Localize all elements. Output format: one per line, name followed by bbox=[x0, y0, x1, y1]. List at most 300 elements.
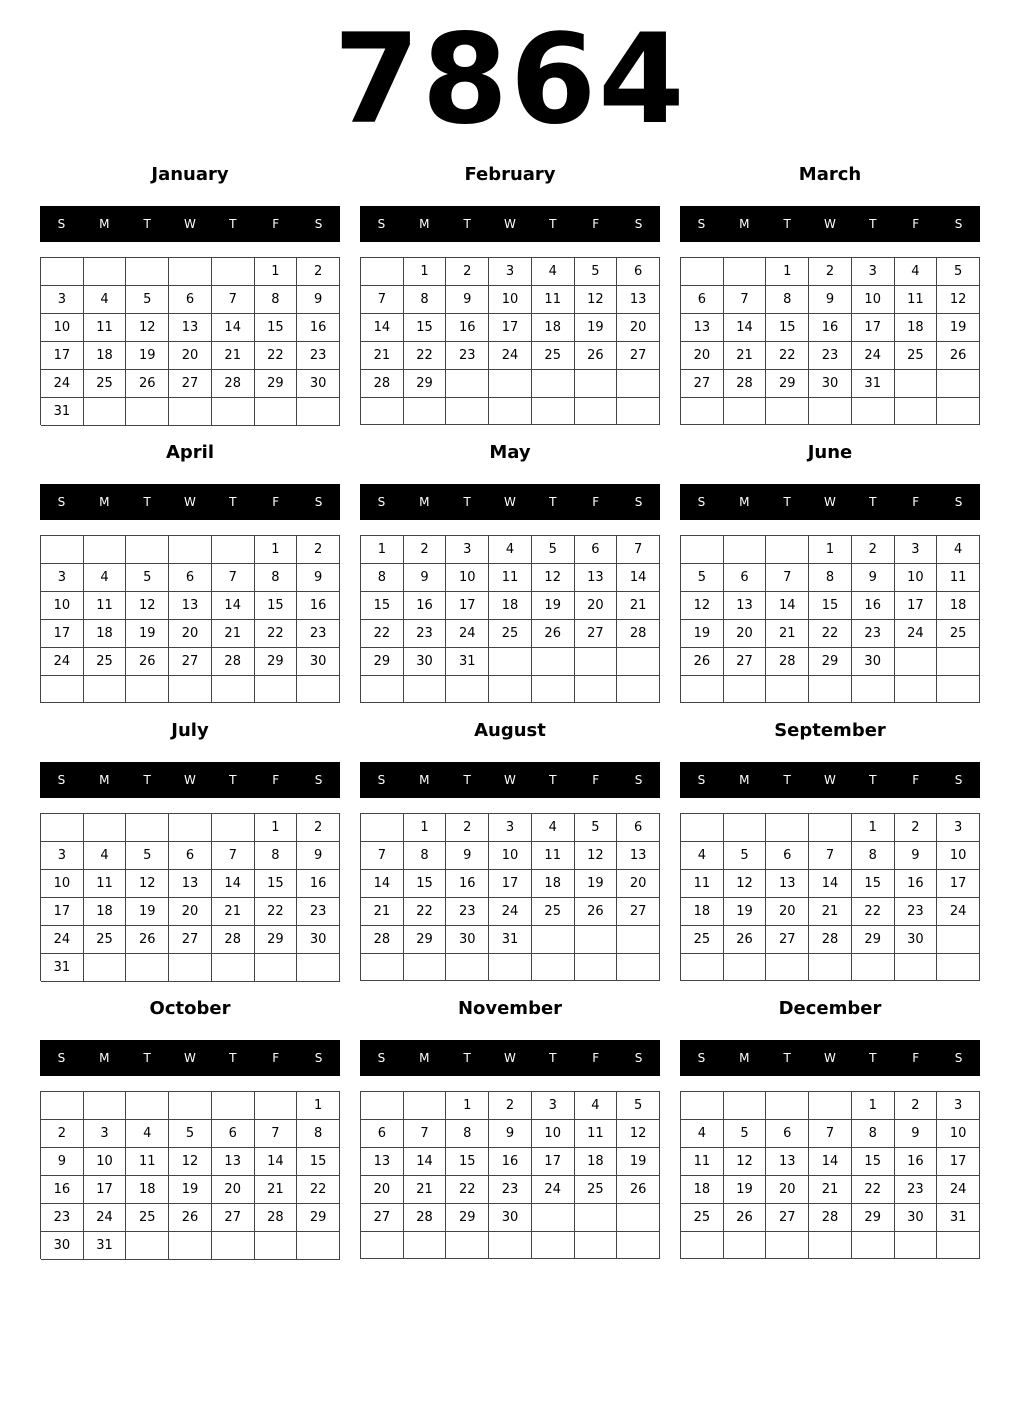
day-cell bbox=[575, 1232, 618, 1259]
day-cell bbox=[852, 398, 895, 425]
day-cell: 8 bbox=[852, 1120, 895, 1148]
day-cell: 29 bbox=[361, 648, 404, 676]
day-cell: 3 bbox=[84, 1120, 127, 1148]
day-grid bbox=[360, 813, 660, 981]
weekday-label: T bbox=[783, 1051, 791, 1065]
day-cell: 30 bbox=[809, 370, 852, 398]
day-cell: 14 bbox=[724, 314, 767, 342]
day-grid bbox=[40, 257, 340, 425]
day-cell: 8 bbox=[766, 286, 809, 314]
day-cell: 26 bbox=[681, 648, 724, 676]
weekday-label: T bbox=[229, 773, 237, 787]
day-cell bbox=[681, 1092, 724, 1120]
day-cell: 6 bbox=[617, 814, 660, 842]
day-cell: 24 bbox=[489, 342, 532, 370]
day-cell: 1 bbox=[297, 1092, 340, 1120]
day-cell: 1 bbox=[809, 536, 852, 564]
day-cell: 1 bbox=[766, 258, 809, 286]
day-cell bbox=[809, 814, 852, 842]
day-cell bbox=[84, 536, 127, 564]
day-cell bbox=[575, 398, 618, 425]
day-cell: 9 bbox=[809, 286, 852, 314]
weekday-header bbox=[40, 484, 340, 520]
day-cell bbox=[937, 676, 980, 703]
day-cell bbox=[169, 536, 212, 564]
day-cell bbox=[446, 398, 489, 425]
day-cell: 24 bbox=[84, 1204, 127, 1232]
day-cell bbox=[169, 258, 212, 286]
day-cell: 23 bbox=[895, 898, 938, 926]
weekday-label: S bbox=[634, 1051, 643, 1065]
day-cell: 23 bbox=[489, 1176, 532, 1204]
day-cell: 15 bbox=[766, 314, 809, 342]
day-cell: 15 bbox=[852, 870, 895, 898]
day-cell: 10 bbox=[895, 564, 938, 592]
day-cell: 15 bbox=[404, 314, 447, 342]
day-cell bbox=[446, 954, 489, 981]
day-cell: 5 bbox=[617, 1092, 660, 1120]
day-cell: 18 bbox=[84, 342, 127, 370]
day-cell: 1 bbox=[255, 814, 298, 842]
day-cell bbox=[84, 814, 127, 842]
month-name: March bbox=[798, 164, 862, 185]
day-cell: 5 bbox=[575, 258, 618, 286]
day-cell: 21 bbox=[404, 1176, 447, 1204]
day-cell: 18 bbox=[681, 1176, 724, 1204]
day-cell: 4 bbox=[895, 258, 938, 286]
day-cell bbox=[361, 1232, 404, 1259]
weekday-label: S bbox=[954, 217, 963, 231]
day-cell bbox=[169, 954, 212, 982]
day-cell: 15 bbox=[255, 314, 298, 342]
day-cell: 16 bbox=[297, 592, 340, 620]
weekday-label: W bbox=[184, 217, 196, 231]
weekday-label: S bbox=[697, 1051, 706, 1065]
day-cell: 29 bbox=[255, 648, 298, 676]
weekday-label: W bbox=[504, 495, 516, 509]
day-cell: 23 bbox=[852, 620, 895, 648]
weekday-label: T bbox=[783, 217, 791, 231]
day-cell: 4 bbox=[126, 1120, 169, 1148]
day-cell: 4 bbox=[575, 1092, 618, 1120]
day-cell: 7 bbox=[766, 564, 809, 592]
weekday-label: T bbox=[783, 495, 791, 509]
day-cell: 13 bbox=[169, 592, 212, 620]
weekday-header bbox=[40, 762, 340, 798]
day-cell: 13 bbox=[169, 314, 212, 342]
day-cell: 4 bbox=[532, 814, 575, 842]
day-cell: 22 bbox=[404, 342, 447, 370]
day-cell: 2 bbox=[895, 814, 938, 842]
day-cell: 22 bbox=[361, 620, 404, 648]
day-cell: 6 bbox=[766, 842, 809, 870]
weekday-header bbox=[360, 762, 660, 798]
day-cell: 3 bbox=[937, 814, 980, 842]
weekday-label: M bbox=[419, 217, 430, 231]
day-cell: 3 bbox=[446, 536, 489, 564]
day-cell bbox=[126, 954, 169, 982]
day-cell: 16 bbox=[489, 1148, 532, 1176]
day-cell: 21 bbox=[212, 898, 255, 926]
day-cell bbox=[361, 1092, 404, 1120]
month-name: June bbox=[807, 442, 853, 463]
day-cell: 20 bbox=[212, 1176, 255, 1204]
day-cell: 20 bbox=[766, 1176, 809, 1204]
day-cell: 26 bbox=[617, 1176, 660, 1204]
weekday-label: T bbox=[549, 773, 557, 787]
day-cell: 17 bbox=[895, 592, 938, 620]
day-cell: 10 bbox=[41, 592, 84, 620]
day-cell bbox=[617, 1232, 660, 1259]
day-cell bbox=[766, 676, 809, 703]
day-cell: 6 bbox=[212, 1120, 255, 1148]
day-cell: 2 bbox=[297, 814, 340, 842]
day-cell bbox=[212, 954, 255, 982]
weekday-label: W bbox=[824, 217, 836, 231]
day-cell bbox=[766, 1232, 809, 1259]
weekday-label: F bbox=[592, 1051, 600, 1065]
day-cell: 29 bbox=[852, 926, 895, 954]
day-cell: 23 bbox=[809, 342, 852, 370]
weekday-label: T bbox=[463, 217, 471, 231]
day-cell: 11 bbox=[489, 564, 532, 592]
day-cell bbox=[84, 676, 127, 703]
weekday-label: W bbox=[504, 1051, 516, 1065]
day-cell bbox=[809, 676, 852, 703]
weekday-label: M bbox=[739, 1051, 750, 1065]
weekday-label: T bbox=[229, 495, 237, 509]
day-cell bbox=[404, 1092, 447, 1120]
day-cell: 16 bbox=[297, 314, 340, 342]
day-cell: 2 bbox=[489, 1092, 532, 1120]
day-cell: 31 bbox=[41, 398, 84, 426]
day-cell: 21 bbox=[724, 342, 767, 370]
day-cell: 16 bbox=[809, 314, 852, 342]
day-cell: 27 bbox=[169, 926, 212, 954]
day-cell bbox=[617, 1204, 660, 1232]
day-cell: 11 bbox=[681, 870, 724, 898]
day-cell: 22 bbox=[852, 898, 895, 926]
day-cell: 29 bbox=[766, 370, 809, 398]
month-name: August bbox=[474, 720, 546, 741]
weekday-label: T bbox=[463, 1051, 471, 1065]
weekday-label: M bbox=[99, 773, 110, 787]
day-cell: 29 bbox=[297, 1204, 340, 1232]
day-cell bbox=[532, 398, 575, 425]
day-cell bbox=[724, 814, 767, 842]
day-cell: 19 bbox=[126, 620, 169, 648]
day-cell: 10 bbox=[41, 870, 84, 898]
day-cell: 25 bbox=[532, 342, 575, 370]
day-cell bbox=[895, 370, 938, 398]
day-cell: 5 bbox=[126, 842, 169, 870]
day-cell: 2 bbox=[297, 536, 340, 564]
day-cell bbox=[489, 648, 532, 676]
day-cell: 17 bbox=[937, 1148, 980, 1176]
month-name: December bbox=[778, 998, 882, 1019]
day-cell: 5 bbox=[724, 1120, 767, 1148]
day-cell: 28 bbox=[724, 370, 767, 398]
day-cell bbox=[617, 370, 660, 398]
day-cell: 3 bbox=[41, 564, 84, 592]
weekday-label: T bbox=[549, 495, 557, 509]
day-cell bbox=[297, 398, 340, 426]
day-cell bbox=[937, 370, 980, 398]
day-cell bbox=[255, 676, 298, 703]
day-cell bbox=[212, 1092, 255, 1120]
day-cell bbox=[212, 1232, 255, 1260]
day-cell bbox=[532, 1204, 575, 1232]
day-cell: 27 bbox=[724, 648, 767, 676]
day-cell: 10 bbox=[937, 1120, 980, 1148]
day-cell bbox=[681, 258, 724, 286]
day-cell bbox=[895, 398, 938, 425]
day-cell: 17 bbox=[489, 314, 532, 342]
day-cell: 21 bbox=[361, 898, 404, 926]
day-cell: 7 bbox=[255, 1120, 298, 1148]
day-cell: 8 bbox=[361, 564, 404, 592]
day-cell: 3 bbox=[532, 1092, 575, 1120]
day-cell: 2 bbox=[297, 258, 340, 286]
day-cell: 22 bbox=[766, 342, 809, 370]
day-cell: 2 bbox=[446, 258, 489, 286]
day-cell: 11 bbox=[126, 1148, 169, 1176]
day-cell: 28 bbox=[809, 926, 852, 954]
day-cell: 28 bbox=[404, 1204, 447, 1232]
day-cell bbox=[937, 926, 980, 954]
day-cell bbox=[84, 1092, 127, 1120]
weekday-header bbox=[360, 1040, 660, 1076]
day-cell: 9 bbox=[895, 1120, 938, 1148]
day-cell: 27 bbox=[617, 898, 660, 926]
day-cell: 11 bbox=[84, 592, 127, 620]
weekday-label: S bbox=[314, 1051, 323, 1065]
day-cell: 25 bbox=[681, 1204, 724, 1232]
day-cell: 29 bbox=[809, 648, 852, 676]
day-cell: 23 bbox=[41, 1204, 84, 1232]
day-cell bbox=[681, 954, 724, 981]
day-cell: 12 bbox=[126, 592, 169, 620]
weekday-label: M bbox=[99, 1051, 110, 1065]
day-cell: 4 bbox=[681, 842, 724, 870]
day-cell: 30 bbox=[446, 926, 489, 954]
day-cell bbox=[169, 1232, 212, 1260]
day-cell bbox=[809, 954, 852, 981]
day-cell bbox=[617, 398, 660, 425]
weekday-label: T bbox=[229, 217, 237, 231]
day-cell: 22 bbox=[255, 620, 298, 648]
day-cell: 17 bbox=[852, 314, 895, 342]
day-cell: 7 bbox=[809, 1120, 852, 1148]
day-cell: 7 bbox=[809, 842, 852, 870]
day-cell: 1 bbox=[404, 814, 447, 842]
day-cell bbox=[575, 926, 618, 954]
day-cell bbox=[361, 954, 404, 981]
day-cell: 6 bbox=[766, 1120, 809, 1148]
weekday-label: W bbox=[504, 217, 516, 231]
day-cell: 26 bbox=[937, 342, 980, 370]
day-cell bbox=[724, 954, 767, 981]
day-cell bbox=[809, 1232, 852, 1259]
day-cell: 24 bbox=[937, 1176, 980, 1204]
day-cell bbox=[404, 1232, 447, 1259]
day-cell: 22 bbox=[255, 342, 298, 370]
day-cell: 30 bbox=[895, 926, 938, 954]
day-cell: 2 bbox=[852, 536, 895, 564]
day-cell bbox=[126, 814, 169, 842]
day-cell: 14 bbox=[212, 592, 255, 620]
day-cell: 8 bbox=[255, 842, 298, 870]
day-cell bbox=[532, 370, 575, 398]
day-cell bbox=[126, 1092, 169, 1120]
weekday-label: S bbox=[57, 1051, 66, 1065]
day-cell: 5 bbox=[126, 286, 169, 314]
day-cell bbox=[681, 398, 724, 425]
day-cell: 14 bbox=[212, 314, 255, 342]
day-cell: 1 bbox=[361, 536, 404, 564]
day-cell: 1 bbox=[255, 536, 298, 564]
day-cell bbox=[489, 398, 532, 425]
day-grid bbox=[680, 257, 980, 425]
day-cell: 29 bbox=[255, 926, 298, 954]
day-cell: 12 bbox=[169, 1148, 212, 1176]
day-cell: 21 bbox=[809, 1176, 852, 1204]
day-cell: 12 bbox=[126, 870, 169, 898]
month-name: September bbox=[774, 720, 886, 741]
day-cell bbox=[895, 648, 938, 676]
day-cell bbox=[575, 676, 618, 703]
day-cell: 15 bbox=[361, 592, 404, 620]
day-cell: 19 bbox=[724, 898, 767, 926]
day-grid bbox=[40, 813, 340, 981]
day-cell: 9 bbox=[41, 1148, 84, 1176]
day-cell bbox=[766, 1092, 809, 1120]
day-cell: 9 bbox=[297, 286, 340, 314]
day-cell bbox=[126, 1232, 169, 1260]
day-cell bbox=[84, 398, 127, 426]
day-cell: 9 bbox=[852, 564, 895, 592]
day-cell bbox=[489, 1232, 532, 1259]
day-cell: 16 bbox=[852, 592, 895, 620]
day-cell: 10 bbox=[41, 314, 84, 342]
day-cell: 6 bbox=[361, 1120, 404, 1148]
day-cell: 13 bbox=[575, 564, 618, 592]
day-cell: 26 bbox=[575, 342, 618, 370]
day-cell bbox=[255, 954, 298, 982]
day-cell: 3 bbox=[489, 258, 532, 286]
day-cell bbox=[212, 536, 255, 564]
day-cell bbox=[169, 814, 212, 842]
day-cell: 17 bbox=[489, 870, 532, 898]
day-cell: 21 bbox=[809, 898, 852, 926]
day-cell: 28 bbox=[212, 648, 255, 676]
day-cell bbox=[724, 398, 767, 425]
day-grid bbox=[360, 1091, 660, 1259]
day-cell bbox=[126, 536, 169, 564]
day-cell: 20 bbox=[169, 620, 212, 648]
day-cell: 23 bbox=[297, 620, 340, 648]
weekday-label: S bbox=[697, 495, 706, 509]
day-cell bbox=[617, 648, 660, 676]
year-title: 7864 bbox=[333, 8, 687, 152]
day-cell: 27 bbox=[766, 1204, 809, 1232]
day-cell bbox=[575, 648, 618, 676]
day-cell: 22 bbox=[809, 620, 852, 648]
day-cell: 8 bbox=[255, 564, 298, 592]
weekday-label: T bbox=[869, 1051, 877, 1065]
day-cell: 17 bbox=[446, 592, 489, 620]
day-cell: 18 bbox=[84, 620, 127, 648]
weekday-label: M bbox=[419, 773, 430, 787]
weekday-label: T bbox=[143, 495, 151, 509]
day-cell: 28 bbox=[361, 370, 404, 398]
day-cell: 18 bbox=[489, 592, 532, 620]
day-cell bbox=[937, 398, 980, 425]
day-cell: 8 bbox=[255, 286, 298, 314]
weekday-label: S bbox=[697, 773, 706, 787]
day-cell: 12 bbox=[575, 286, 618, 314]
day-cell: 7 bbox=[361, 842, 404, 870]
day-cell: 21 bbox=[212, 620, 255, 648]
month-name: November bbox=[457, 998, 563, 1019]
day-cell: 12 bbox=[532, 564, 575, 592]
day-cell: 4 bbox=[84, 842, 127, 870]
day-cell bbox=[895, 676, 938, 703]
weekday-label: W bbox=[184, 773, 196, 787]
day-cell: 20 bbox=[724, 620, 767, 648]
day-cell: 16 bbox=[297, 870, 340, 898]
day-cell: 19 bbox=[575, 314, 618, 342]
day-cell: 8 bbox=[446, 1120, 489, 1148]
day-cell: 20 bbox=[361, 1176, 404, 1204]
day-cell: 2 bbox=[895, 1092, 938, 1120]
day-cell bbox=[212, 814, 255, 842]
day-cell: 23 bbox=[895, 1176, 938, 1204]
day-cell: 19 bbox=[126, 342, 169, 370]
day-cell: 27 bbox=[681, 370, 724, 398]
day-cell bbox=[681, 536, 724, 564]
day-cell: 22 bbox=[255, 898, 298, 926]
weekday-label: F bbox=[272, 773, 280, 787]
day-cell: 5 bbox=[681, 564, 724, 592]
weekday-label: T bbox=[463, 773, 471, 787]
day-cell: 23 bbox=[446, 342, 489, 370]
weekday-label: S bbox=[314, 217, 323, 231]
day-cell bbox=[41, 536, 84, 564]
day-cell: 5 bbox=[126, 564, 169, 592]
day-cell bbox=[212, 258, 255, 286]
day-cell: 14 bbox=[617, 564, 660, 592]
day-cell: 22 bbox=[852, 1176, 895, 1204]
day-cell bbox=[937, 954, 980, 981]
day-cell: 29 bbox=[255, 370, 298, 398]
day-cell: 26 bbox=[169, 1204, 212, 1232]
day-cell: 7 bbox=[361, 286, 404, 314]
day-cell: 13 bbox=[724, 592, 767, 620]
day-cell: 27 bbox=[212, 1204, 255, 1232]
weekday-label: M bbox=[739, 495, 750, 509]
day-cell bbox=[297, 954, 340, 982]
day-cell: 1 bbox=[852, 1092, 895, 1120]
day-cell: 24 bbox=[937, 898, 980, 926]
day-cell bbox=[361, 258, 404, 286]
day-cell bbox=[489, 676, 532, 703]
day-cell bbox=[297, 676, 340, 703]
day-cell: 12 bbox=[724, 870, 767, 898]
day-cell bbox=[255, 1092, 298, 1120]
day-cell bbox=[212, 398, 255, 426]
day-cell: 8 bbox=[297, 1120, 340, 1148]
